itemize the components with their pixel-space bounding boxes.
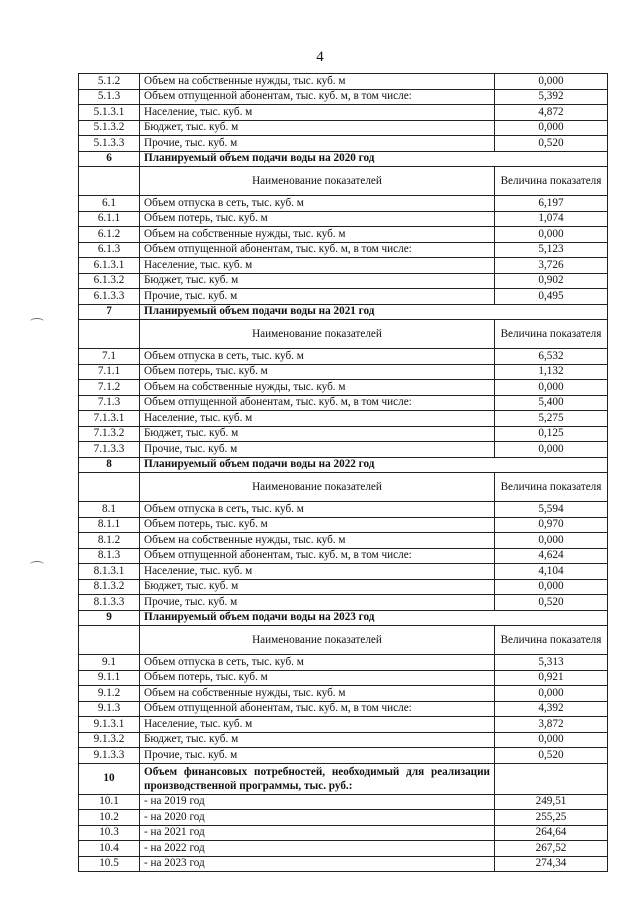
row-indicator-name: Прочие, тыс. куб. м bbox=[140, 595, 495, 611]
row-value: 0,000 bbox=[495, 533, 608, 549]
row-number: 8.1.3.2 bbox=[79, 579, 140, 595]
row-indicator-name: Население, тыс. куб. м bbox=[140, 717, 495, 733]
row-value: 5,123 bbox=[495, 242, 608, 258]
row-indicator-name: Объем отпуска в сеть, тыс. куб. м bbox=[140, 196, 495, 212]
row-indicator-name: Объем потерь, тыс. куб. м bbox=[140, 517, 495, 533]
table-row bbox=[79, 701, 608, 717]
table-row bbox=[79, 717, 608, 733]
row-indicator-name: Объем отпущенной абонентам, тыс. куб. м, в том числе: bbox=[140, 242, 495, 258]
row-value: 1,074 bbox=[495, 211, 608, 227]
row-value: 4,104 bbox=[495, 564, 608, 580]
table-row bbox=[79, 670, 608, 686]
row-indicator-name: - на 2023 год bbox=[140, 856, 495, 872]
row-indicator-name: Объем на собственные нужды, тыс. куб. м bbox=[140, 380, 495, 396]
row-value: 4,392 bbox=[495, 701, 608, 717]
row-number: 8.1.1 bbox=[79, 517, 140, 533]
header-blank-cell bbox=[79, 626, 140, 655]
table-row bbox=[79, 120, 608, 136]
row-number: 5.1.3.3 bbox=[79, 136, 140, 152]
table-row bbox=[79, 411, 608, 427]
row-number: 9.1.1 bbox=[79, 670, 140, 686]
row-number: 8.1.2 bbox=[79, 533, 140, 549]
section-heading-row bbox=[79, 151, 608, 167]
row-number: 6.1.3.1 bbox=[79, 258, 140, 274]
table-row bbox=[79, 595, 608, 611]
row-value: 0,000 bbox=[495, 74, 608, 90]
row-indicator-name: Объем на собственные нужды, тыс. куб. м bbox=[140, 227, 495, 243]
row-value: 5,313 bbox=[495, 655, 608, 671]
table-body bbox=[79, 74, 608, 872]
row-number: 8.1.3 bbox=[79, 548, 140, 564]
row-value: 0,000 bbox=[495, 380, 608, 396]
row-number: 10.2 bbox=[79, 810, 140, 826]
row-number: 5.1.2 bbox=[79, 74, 140, 90]
row-indicator-name: Объем потерь, тыс. куб. м bbox=[140, 211, 495, 227]
table-row bbox=[79, 74, 608, 90]
row-indicator-name: Прочие, тыс. куб. м bbox=[140, 442, 495, 458]
row-value: 5,392 bbox=[495, 89, 608, 105]
row-number: 6.1.3 bbox=[79, 242, 140, 258]
row-number: 6.1.2 bbox=[79, 227, 140, 243]
row-number: 10.5 bbox=[79, 856, 140, 872]
row-value: 255,25 bbox=[495, 810, 608, 826]
row-number: 8.1.3.1 bbox=[79, 564, 140, 580]
section-number: 7 bbox=[79, 304, 140, 320]
row-indicator-name: Население, тыс. куб. м bbox=[140, 105, 495, 121]
row-value: 5,400 bbox=[495, 395, 608, 411]
row-indicator-name: - на 2022 год bbox=[140, 841, 495, 857]
table-row bbox=[79, 242, 608, 258]
column-header-row bbox=[79, 626, 608, 655]
row-indicator-name: Бюджет, тыс. куб. м bbox=[140, 732, 495, 748]
row-value: 5,275 bbox=[495, 411, 608, 427]
section-heading-row bbox=[79, 304, 608, 320]
row-indicator-name: Объем отпущенной абонентам, тыс. куб. м, в том числе: bbox=[140, 89, 495, 105]
row-value: 0,125 bbox=[495, 426, 608, 442]
table-row bbox=[79, 533, 608, 549]
row-value: 5,594 bbox=[495, 502, 608, 518]
row-number: 10.3 bbox=[79, 825, 140, 841]
table-row bbox=[79, 395, 608, 411]
row-value: 6,197 bbox=[495, 196, 608, 212]
section-number: 9 bbox=[79, 610, 140, 626]
row-number: 7.1.3.1 bbox=[79, 411, 140, 427]
column-header-row bbox=[79, 473, 608, 502]
row-value: 0,921 bbox=[495, 670, 608, 686]
row-value: 0,520 bbox=[495, 136, 608, 152]
row-number: 7.1.3.3 bbox=[79, 442, 140, 458]
row-number: 7.1.1 bbox=[79, 364, 140, 380]
row-value: 0,000 bbox=[495, 579, 608, 595]
table-row bbox=[79, 426, 608, 442]
row-value: 1,132 bbox=[495, 364, 608, 380]
row-value: 267,52 bbox=[495, 841, 608, 857]
header-indicator-value: Величина показателя bbox=[495, 473, 608, 502]
header-blank-cell bbox=[79, 473, 140, 502]
row-value: 0,000 bbox=[495, 732, 608, 748]
row-number: 5.1.3 bbox=[79, 89, 140, 105]
row-value: 4,624 bbox=[495, 548, 608, 564]
row-value: 0,970 bbox=[495, 517, 608, 533]
row-number: 7.1.2 bbox=[79, 380, 140, 396]
finance-title: Объем финансовых потребностей, необходимый для реализации производственной программы, тыс. руб.: bbox=[140, 763, 495, 794]
page-number: 4 bbox=[316, 49, 324, 65]
row-number: 10.1 bbox=[79, 794, 140, 810]
table-row bbox=[79, 825, 608, 841]
table-row bbox=[79, 349, 608, 365]
row-number: 8.1 bbox=[79, 502, 140, 518]
section-title: Планируемый объем подачи воды на 2020 год bbox=[140, 151, 608, 167]
table-row bbox=[79, 841, 608, 857]
row-number: 10.4 bbox=[79, 841, 140, 857]
table-row bbox=[79, 856, 608, 872]
table-row bbox=[79, 564, 608, 580]
table-row bbox=[79, 655, 608, 671]
table-row bbox=[79, 442, 608, 458]
header-indicator-value: Величина показателя bbox=[495, 167, 608, 196]
row-indicator-name: Прочие, тыс. куб. м bbox=[140, 748, 495, 764]
row-number: 5.1.3.2 bbox=[79, 120, 140, 136]
table-row bbox=[79, 211, 608, 227]
row-indicator-name: Прочие, тыс. куб. м bbox=[140, 289, 495, 305]
table-row bbox=[79, 748, 608, 764]
header-indicator-value: Величина показателя bbox=[495, 626, 608, 655]
row-indicator-name: Объем на собственные нужды, тыс. куб. м bbox=[140, 533, 495, 549]
row-value: 0,000 bbox=[495, 120, 608, 136]
row-number: 9.1.3.3 bbox=[79, 748, 140, 764]
finance-blank-cell bbox=[495, 763, 608, 794]
row-number: 8.1.3.3 bbox=[79, 595, 140, 611]
header-blank-cell bbox=[79, 167, 140, 196]
row-indicator-name: Население, тыс. куб. м bbox=[140, 411, 495, 427]
row-number: 6.1.3.3 bbox=[79, 289, 140, 305]
row-value: 0,000 bbox=[495, 227, 608, 243]
row-value: 0,520 bbox=[495, 748, 608, 764]
header-indicator-value: Величина показателя bbox=[495, 320, 608, 349]
row-indicator-name: - на 2020 год bbox=[140, 810, 495, 826]
binding-hole-mark bbox=[30, 561, 44, 568]
table-row bbox=[79, 364, 608, 380]
row-value: 0,520 bbox=[495, 595, 608, 611]
section-heading-row bbox=[79, 457, 608, 473]
table-row bbox=[79, 105, 608, 121]
production-program-table bbox=[78, 73, 608, 872]
row-indicator-name: Прочие, тыс. куб. м bbox=[140, 136, 495, 152]
row-indicator-name: Объем отпуска в сеть, тыс. куб. м bbox=[140, 655, 495, 671]
table-row bbox=[79, 548, 608, 564]
section-heading-row bbox=[79, 610, 608, 626]
table-row bbox=[79, 794, 608, 810]
table-row bbox=[79, 258, 608, 274]
row-number: 7.1 bbox=[79, 349, 140, 365]
table-row bbox=[79, 810, 608, 826]
header-indicator-name: Наименование показателей bbox=[140, 473, 495, 502]
row-value: 249,51 bbox=[495, 794, 608, 810]
row-indicator-name: - на 2019 год bbox=[140, 794, 495, 810]
row-value: 264,64 bbox=[495, 825, 608, 841]
table-row bbox=[79, 380, 608, 396]
row-indicator-name: Объем отпуска в сеть, тыс. куб. м bbox=[140, 502, 495, 518]
row-value: 0,000 bbox=[495, 686, 608, 702]
row-number: 6.1.3.2 bbox=[79, 273, 140, 289]
table-row bbox=[79, 273, 608, 289]
row-value: 3,726 bbox=[495, 258, 608, 274]
row-number: 6.1 bbox=[79, 196, 140, 212]
column-header-row bbox=[79, 167, 608, 196]
row-value: 6,532 bbox=[495, 349, 608, 365]
row-indicator-name: Объем на собственные нужды, тыс. куб. м bbox=[140, 74, 495, 90]
column-header-row bbox=[79, 320, 608, 349]
row-value: 0,000 bbox=[495, 442, 608, 458]
row-number: 9.1.2 bbox=[79, 686, 140, 702]
row-indicator-name: Бюджет, тыс. куб. м bbox=[140, 579, 495, 595]
table-row bbox=[79, 227, 608, 243]
row-number: 9.1 bbox=[79, 655, 140, 671]
row-value: 274,34 bbox=[495, 856, 608, 872]
row-indicator-name: Объем отпущенной абонентам, тыс. куб. м, в том числе: bbox=[140, 701, 495, 717]
row-indicator-name: Бюджет, тыс. куб. м bbox=[140, 120, 495, 136]
row-indicator-name: Бюджет, тыс. куб. м bbox=[140, 273, 495, 289]
row-number: 7.1.3 bbox=[79, 395, 140, 411]
row-value: 3,872 bbox=[495, 717, 608, 733]
row-number: 9.1.3 bbox=[79, 701, 140, 717]
section-title: Планируемый объем подачи воды на 2023 год bbox=[140, 610, 608, 626]
table-row bbox=[79, 289, 608, 305]
row-value: 0,495 bbox=[495, 289, 608, 305]
row-number: 7.1.3.2 bbox=[79, 426, 140, 442]
header-indicator-name: Наименование показателей bbox=[140, 167, 495, 196]
header-indicator-name: Наименование показателей bbox=[140, 320, 495, 349]
row-value: 0,902 bbox=[495, 273, 608, 289]
table-row bbox=[79, 196, 608, 212]
row-indicator-name: Объем на собственные нужды, тыс. куб. м bbox=[140, 686, 495, 702]
row-number: 9.1.3.2 bbox=[79, 732, 140, 748]
row-indicator-name: Объем отпуска в сеть, тыс. куб. м bbox=[140, 349, 495, 365]
section-title: Планируемый объем подачи воды на 2021 год bbox=[140, 304, 608, 320]
table-row bbox=[79, 686, 608, 702]
binding-hole-mark bbox=[30, 318, 44, 325]
table-row bbox=[79, 579, 608, 595]
section-title: Планируемый объем подачи воды на 2022 год bbox=[140, 457, 608, 473]
section-number: 10 bbox=[79, 763, 140, 794]
header-blank-cell bbox=[79, 320, 140, 349]
row-indicator-name: - на 2021 год bbox=[140, 825, 495, 841]
row-indicator-name: Объем потерь, тыс. куб. м bbox=[140, 364, 495, 380]
row-value: 4,872 bbox=[495, 105, 608, 121]
row-indicator-name: Объем потерь, тыс. куб. м bbox=[140, 670, 495, 686]
table-row bbox=[79, 502, 608, 518]
row-number: 6.1.1 bbox=[79, 211, 140, 227]
row-indicator-name: Бюджет, тыс. куб. м bbox=[140, 426, 495, 442]
row-number: 9.1.3.1 bbox=[79, 717, 140, 733]
header-indicator-name: Наименование показателей bbox=[140, 626, 495, 655]
row-indicator-name: Население, тыс. куб. м bbox=[140, 258, 495, 274]
row-indicator-name: Население, тыс. куб. м bbox=[140, 564, 495, 580]
table-row bbox=[79, 517, 608, 533]
row-indicator-name: Объем отпущенной абонентам, тыс. куб. м, в том числе: bbox=[140, 395, 495, 411]
table-row bbox=[79, 732, 608, 748]
finance-heading-row bbox=[79, 763, 608, 794]
table-row bbox=[79, 89, 608, 105]
table-row bbox=[79, 136, 608, 152]
row-indicator-name: Объем отпущенной абонентам, тыс. куб. м, в том числе: bbox=[140, 548, 495, 564]
section-number: 6 bbox=[79, 151, 140, 167]
section-number: 8 bbox=[79, 457, 140, 473]
row-number: 5.1.3.1 bbox=[79, 105, 140, 121]
